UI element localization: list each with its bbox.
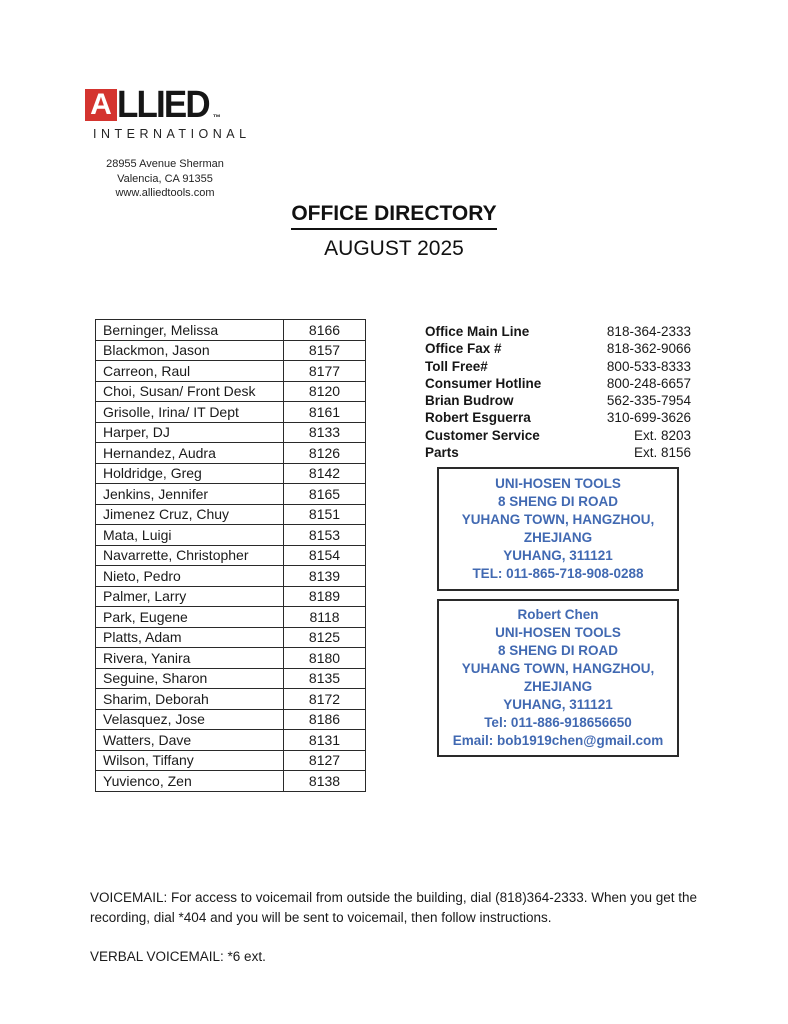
logo-subtitle: INTERNATIONAL (93, 127, 251, 141)
directory-table-body (96, 320, 366, 792)
contact-value: Ext. 8203 (633, 427, 691, 443)
person-name: Mata, Luigi (96, 525, 284, 546)
table-row (96, 340, 366, 361)
person-extension: 8186 (284, 709, 366, 730)
contact-row (425, 409, 691, 426)
contact-value: 818-364-2333 (606, 324, 691, 339)
table-row (96, 381, 366, 402)
person-extension: 8151 (284, 504, 366, 525)
person-extension: 8118 (284, 607, 366, 628)
person-name: Hernandez, Audra (96, 443, 284, 464)
person-name: Palmer, Larry (96, 586, 284, 607)
person-extension: 8161 (284, 402, 366, 423)
table-row (96, 361, 366, 382)
voicemail-instructions: VOICEMAIL: For access to voicemail from outside the building, dial (818)364-2333. When you get the recording, dial *404 and you will be sent to voicemail, then follow instructions. (90, 890, 698, 925)
contact-label: Customer Service (425, 427, 540, 443)
company-logo (85, 84, 253, 201)
person-name: Holdridge, Greg (96, 463, 284, 484)
table-row (96, 484, 366, 505)
table-row (96, 422, 366, 443)
table-row (96, 586, 366, 607)
person-name: Sharim, Deborah (96, 689, 284, 710)
document-header (0, 202, 788, 261)
person-name: Yuvienco, Zen (96, 771, 284, 792)
table-row (96, 607, 366, 628)
page-subtitle: AUGUST 2025 (324, 237, 464, 260)
vendor-address-line: YUHANG TOWN, HANGZHOU, (461, 661, 655, 676)
table-row (96, 648, 366, 669)
extension-directory-table (95, 319, 366, 792)
person-name: Navarrette, Christopher (96, 545, 284, 566)
contact-row (425, 375, 691, 392)
company-website: www.alliedtools.com (115, 187, 215, 199)
vendor-address-line: YUHANG TOWN, HANGZHOU, (461, 512, 655, 527)
table-row (96, 525, 366, 546)
person-name: Watters, Dave (96, 730, 284, 751)
verbal-voicemail-note: VERBAL VOICEMAIL: *6 ext. (90, 949, 266, 964)
logo-red-square-a-icon: A (85, 89, 117, 121)
person-name: Grisolle, Irina/ IT Dept (96, 402, 284, 423)
table-row (96, 504, 366, 525)
logo-brand-text: LLIED (117, 84, 209, 126)
person-extension: 8153 (284, 525, 366, 546)
contact-label: Robert Esguerra (425, 410, 531, 426)
vendor-address-line: 8 SHENG DI ROAD (497, 643, 619, 658)
footer-notes (90, 888, 722, 964)
contact-label: Office Main Line (425, 324, 530, 339)
person-name: Seguine, Sharon (96, 668, 284, 689)
contact-row (425, 392, 691, 409)
page-title: OFFICE DIRECTORY (291, 202, 496, 230)
person-name: Blackmon, Jason (96, 340, 284, 361)
person-name: Platts, Adam (96, 627, 284, 648)
table-row (96, 668, 366, 689)
person-extension: 8166 (284, 320, 366, 341)
contact-value: 818-362-9066 (606, 341, 691, 357)
vendor-address-line: UNI-HOSEN TOOLS (495, 476, 621, 491)
contact-value: 562-335-7954 (606, 393, 691, 409)
person-name: Wilson, Tiffany (96, 750, 284, 771)
person-extension: 8125 (284, 627, 366, 648)
table-row (96, 463, 366, 484)
table-row (96, 627, 366, 648)
vendor-address-line: Email: bob1919chen@gmail.com (452, 733, 664, 748)
contact-value: Ext. 8156 (633, 445, 691, 461)
contact-label: Brian Budrow (425, 393, 514, 409)
table-row (96, 689, 366, 710)
trademark-symbol: ™ (212, 113, 221, 122)
person-name: Carreon, Raul (96, 361, 284, 382)
vendor-address-box-1 (437, 467, 679, 591)
vendor-address-line: ZHEJIANG (523, 530, 593, 545)
person-name: Velasquez, Jose (96, 709, 284, 730)
person-extension: 8133 (284, 422, 366, 443)
contact-label: Office Fax # (425, 341, 502, 357)
person-extension: 8165 (284, 484, 366, 505)
person-extension: 8120 (284, 381, 366, 402)
contact-label: Parts (425, 445, 459, 461)
table-row (96, 709, 366, 730)
vendor-address-line: YUHANG, 311121 (503, 548, 613, 563)
person-extension: 8139 (284, 566, 366, 587)
person-name: Nieto, Pedro (96, 566, 284, 587)
vendor-address-line: Tel: 011-886-918656650 (484, 715, 632, 730)
contact-row (425, 340, 691, 357)
contact-row (425, 358, 691, 375)
address-line-2: Valencia, CA 91355 (117, 172, 213, 185)
table-row (96, 443, 366, 464)
contact-row (425, 444, 691, 461)
contact-numbers-list (425, 323, 691, 461)
person-name: Berninger, Melissa (96, 320, 284, 341)
contact-row (425, 427, 691, 444)
table-row (96, 771, 366, 792)
vendor-address-line: Robert Chen (517, 607, 599, 622)
person-extension: 8138 (284, 771, 366, 792)
vendor-address-line: 8 SHENG DI ROAD (497, 494, 619, 509)
contact-label: Toll Free# (425, 358, 488, 374)
person-extension: 8131 (284, 730, 366, 751)
person-extension: 8177 (284, 361, 366, 382)
vendor-address-line: ZHEJIANG (523, 679, 593, 694)
person-extension: 8180 (284, 648, 366, 669)
contact-value: 310-699-3626 (606, 410, 691, 426)
vendor-address-box-2 (437, 599, 679, 757)
contact-value: 800-533-8333 (606, 358, 691, 374)
person-name: Choi, Susan/ Front Desk (96, 381, 284, 402)
person-extension: 8135 (284, 668, 366, 689)
table-row (96, 750, 366, 771)
person-name: Rivera, Yanira (96, 648, 284, 669)
person-extension: 8154 (284, 545, 366, 566)
table-row (96, 566, 366, 587)
table-row (96, 320, 366, 341)
person-extension: 8142 (284, 463, 366, 484)
person-name: Jenkins, Jennifer (96, 484, 284, 505)
person-extension: 8127 (284, 750, 366, 771)
person-extension: 8172 (284, 689, 366, 710)
person-name: Harper, DJ (96, 422, 284, 443)
table-row (96, 402, 366, 423)
vendor-address-line: YUHANG, 311121 (503, 697, 613, 712)
logo-wordmark (85, 84, 253, 126)
person-name: Jimenez Cruz, Chuy (96, 504, 284, 525)
table-row (96, 730, 366, 751)
contact-value: 800-248-6657 (606, 375, 691, 391)
vendor-address-line: UNI-HOSEN TOOLS (495, 625, 621, 640)
vendor-address-line: TEL: 011-865-718-908-0288 (472, 566, 644, 581)
address-line-1: 28955 Avenue Sherman (106, 158, 224, 170)
person-name: Park, Eugene (96, 607, 284, 628)
contact-row (425, 323, 691, 340)
person-extension: 8189 (284, 586, 366, 607)
contact-label: Consumer Hotline (425, 375, 542, 391)
company-address (85, 157, 245, 201)
person-extension: 8157 (284, 340, 366, 361)
table-row (96, 545, 366, 566)
person-extension: 8126 (284, 443, 366, 464)
